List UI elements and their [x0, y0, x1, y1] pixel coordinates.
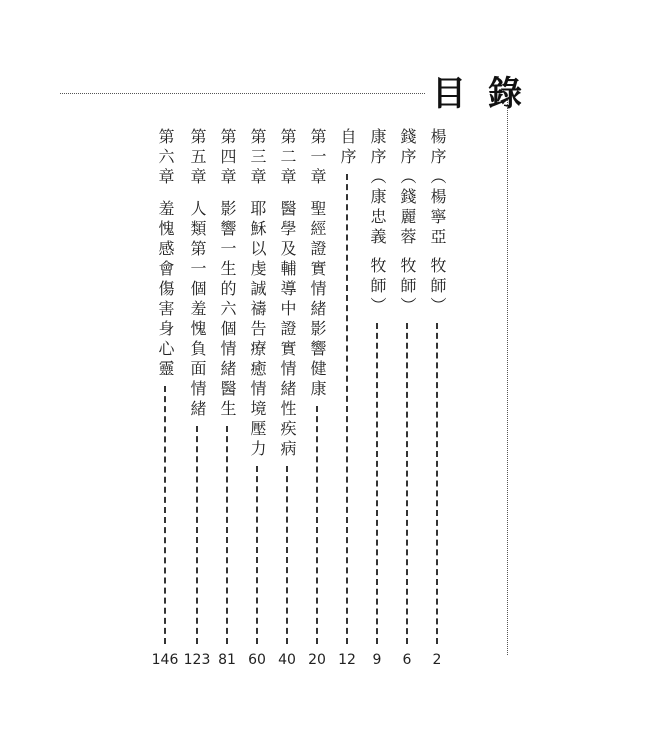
toc-entry-label — [337, 128, 357, 168]
toc-entry[interactable] — [392, 128, 422, 668]
dot-leader — [286, 466, 288, 644]
chapter-number: 第四章 — [218, 128, 237, 188]
entry-title: 楊序（楊寧亞 牧師） — [428, 128, 447, 318]
dot-leader — [164, 386, 166, 644]
toc-entry[interactable] — [212, 128, 242, 668]
dot-leader — [226, 426, 228, 644]
entry-title: 羞愧感會傷害身心靈 — [156, 200, 175, 380]
dot-leader — [376, 323, 378, 644]
page-number: 40 — [278, 652, 296, 668]
page-number: 2 — [432, 652, 442, 668]
toc-entry[interactable] — [150, 128, 180, 668]
dot-leader — [196, 426, 198, 644]
dot-leader — [436, 323, 438, 644]
toc-entry[interactable] — [422, 128, 452, 668]
toc-entry-label — [217, 128, 237, 420]
page-title: 目錄 — [432, 74, 544, 114]
chapter-number: 第六章 — [156, 128, 175, 188]
vertical-dotted-rule — [507, 100, 508, 655]
page-number: 6 — [402, 652, 412, 668]
toc-entry-label — [187, 128, 207, 420]
toc-entry-label — [307, 128, 327, 400]
toc-entry[interactable] — [242, 128, 272, 668]
toc-entry[interactable] — [272, 128, 302, 668]
entry-title: 醫學及輔導中證實情緒性疾病 — [278, 200, 297, 460]
entry-title: 人類第一個羞愧負面情緒 — [188, 200, 207, 420]
chapter-number: 第五章 — [188, 128, 207, 188]
chapter-number: 第二章 — [278, 128, 297, 188]
toc-entry[interactable] — [182, 128, 212, 668]
page-number: 146 — [151, 652, 179, 668]
page-number: 123 — [183, 652, 211, 668]
toc-entry-label — [397, 128, 417, 317]
title-dotted-rule — [60, 93, 425, 94]
dot-leader — [256, 466, 258, 644]
page-number: 81 — [218, 652, 236, 668]
toc-entry[interactable] — [332, 128, 362, 668]
page-number: 20 — [308, 652, 326, 668]
toc-entry-label — [367, 128, 387, 317]
entry-title: 康序（康忠義 牧師） — [368, 128, 387, 318]
chapter-number: 第一章 — [308, 128, 327, 188]
toc-entry[interactable] — [362, 128, 392, 668]
entry-title: 影響一生的六個情緒醫生 — [218, 200, 237, 420]
entry-title: 耶穌以虔誠禱告療癒情境壓力 — [248, 200, 267, 460]
toc-entry-label — [277, 128, 297, 460]
dot-leader — [406, 323, 408, 644]
entry-title: 錢序（錢麗蓉 牧師） — [398, 128, 417, 318]
dot-leader — [346, 174, 348, 644]
chapter-number: 第三章 — [248, 128, 267, 188]
page-number: 60 — [248, 652, 266, 668]
toc-entry-label — [427, 128, 447, 317]
toc-entry-label — [247, 128, 267, 460]
toc-entry[interactable] — [302, 128, 332, 668]
entry-title: 自序 — [338, 128, 357, 168]
page-number: 9 — [372, 652, 382, 668]
entry-title: 聖經證實情緒影響健康 — [308, 200, 327, 400]
toc-entry-label — [155, 128, 175, 380]
page-number: 12 — [338, 652, 356, 668]
dot-leader — [316, 406, 318, 644]
